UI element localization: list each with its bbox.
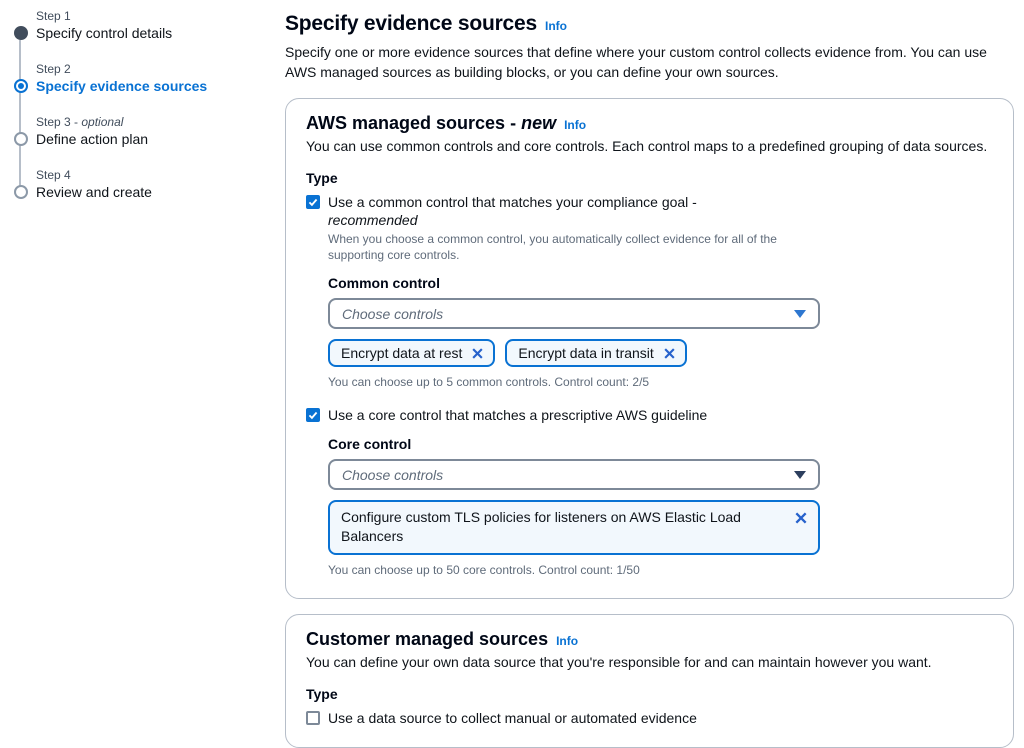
core-control-checkbox-row: [306, 406, 993, 424]
common-control-select[interactable]: [328, 298, 820, 329]
common-control-tokens: [328, 339, 993, 367]
aws-managed-info-link[interactable]: Info: [564, 118, 587, 132]
aws-managed-description: You can use common controls and core controls. Each control maps to a predefined grouping of data sources.: [306, 138, 988, 154]
stepper-step-1[interactable]: [14, 8, 285, 42]
common-control-help-text: When you choose a common control, you automatically collect evidence for all of the supporting core controls.: [328, 232, 777, 262]
step-meta: Step 3 -: [36, 115, 79, 129]
step-done-icon: [14, 26, 28, 40]
token-encrypt-data-at-rest: Encrypt data at rest: [328, 339, 495, 367]
step-pending-icon: [14, 132, 28, 146]
common-control-checkbox-row: [306, 193, 993, 263]
token-configure-tls-policies: Configure custom TLS policies for listeners on AWS Elastic Load Balancers: [328, 500, 820, 555]
step-label[interactable]: Define action plan: [36, 131, 149, 147]
checkmark-icon: [308, 197, 318, 207]
data-source-checkbox[interactable]: [306, 711, 320, 725]
aws-managed-sources-title: AWS managed sources - new: [306, 113, 557, 133]
customer-managed-sources-title: Customer managed sources: [306, 629, 549, 649]
data-source-checkbox-row: [306, 709, 993, 727]
step-label[interactable]: Review and create: [36, 184, 152, 200]
common-control-checkbox[interactable]: [306, 195, 320, 209]
page-info-link[interactable]: Info: [545, 19, 567, 33]
token-encrypt-data-in-transit: Encrypt data in transit: [505, 339, 686, 367]
aws-managed-sources-card: [285, 98, 1014, 599]
dismiss-token-icon[interactable]: [471, 347, 484, 360]
common-control-constraint: You can choose up to 5 common controls. Control count: 2/5: [328, 375, 650, 389]
common-control-field-label: Common control: [328, 275, 440, 291]
chevron-down-icon: [794, 471, 806, 479]
step-meta: Step 1: [36, 9, 71, 23]
dismiss-token-icon[interactable]: [663, 347, 676, 360]
wizard-stepper: [10, 8, 285, 748]
core-control-field-label: Core control: [328, 436, 412, 452]
select-placeholder: Choose controls: [342, 466, 444, 483]
type-label: Type: [306, 170, 338, 186]
stepper-step-2[interactable]: [14, 61, 285, 95]
main-content: [285, 8, 1014, 748]
stepper-step-3[interactable]: [14, 114, 285, 148]
common-control-checkbox-label: Use a common control that matches your compliance goal - recommended: [328, 193, 780, 229]
step-active-icon: [14, 79, 28, 93]
data-source-checkbox-label: Use a data source to collect manual or automated evidence: [328, 710, 697, 726]
core-control-select[interactable]: [328, 459, 820, 490]
step-optional-label: optional: [81, 115, 124, 129]
chevron-down-icon: [794, 310, 806, 318]
recommended-label: recommended: [328, 212, 418, 228]
core-control-checkbox[interactable]: [306, 408, 320, 422]
core-control-checkbox-label: Use a core control that matches a prescriptive AWS guideline: [328, 407, 708, 423]
select-placeholder: Choose controls: [342, 305, 444, 322]
step-label[interactable]: Specify evidence sources: [36, 78, 208, 94]
stepper-step-4[interactable]: [14, 167, 285, 201]
customer-managed-info-link[interactable]: Info: [556, 634, 579, 648]
step-label[interactable]: Specify control details: [36, 25, 173, 41]
page-title: Specify evidence sources: [285, 12, 537, 35]
step-meta: Step 2: [36, 62, 71, 76]
type-label: Type: [306, 686, 338, 702]
step-meta: Step 4: [36, 168, 71, 182]
customer-managed-sources-card: [285, 614, 1014, 748]
customer-managed-description: You can define your own data source that you're responsible for and can maintain however you want.: [306, 654, 932, 670]
new-badge: new: [521, 113, 557, 133]
core-control-constraint: You can choose up to 50 core controls. Control count: 1/50: [328, 563, 640, 577]
dismiss-token-icon[interactable]: [794, 511, 808, 525]
step-pending-icon: [14, 185, 28, 199]
page-description: Specify one or more evidence sources that define where your custom control collects evidence from. You can use AWS managed sources as building blocks, or you can define your own sources.: [285, 44, 987, 80]
checkmark-icon: [308, 410, 318, 420]
